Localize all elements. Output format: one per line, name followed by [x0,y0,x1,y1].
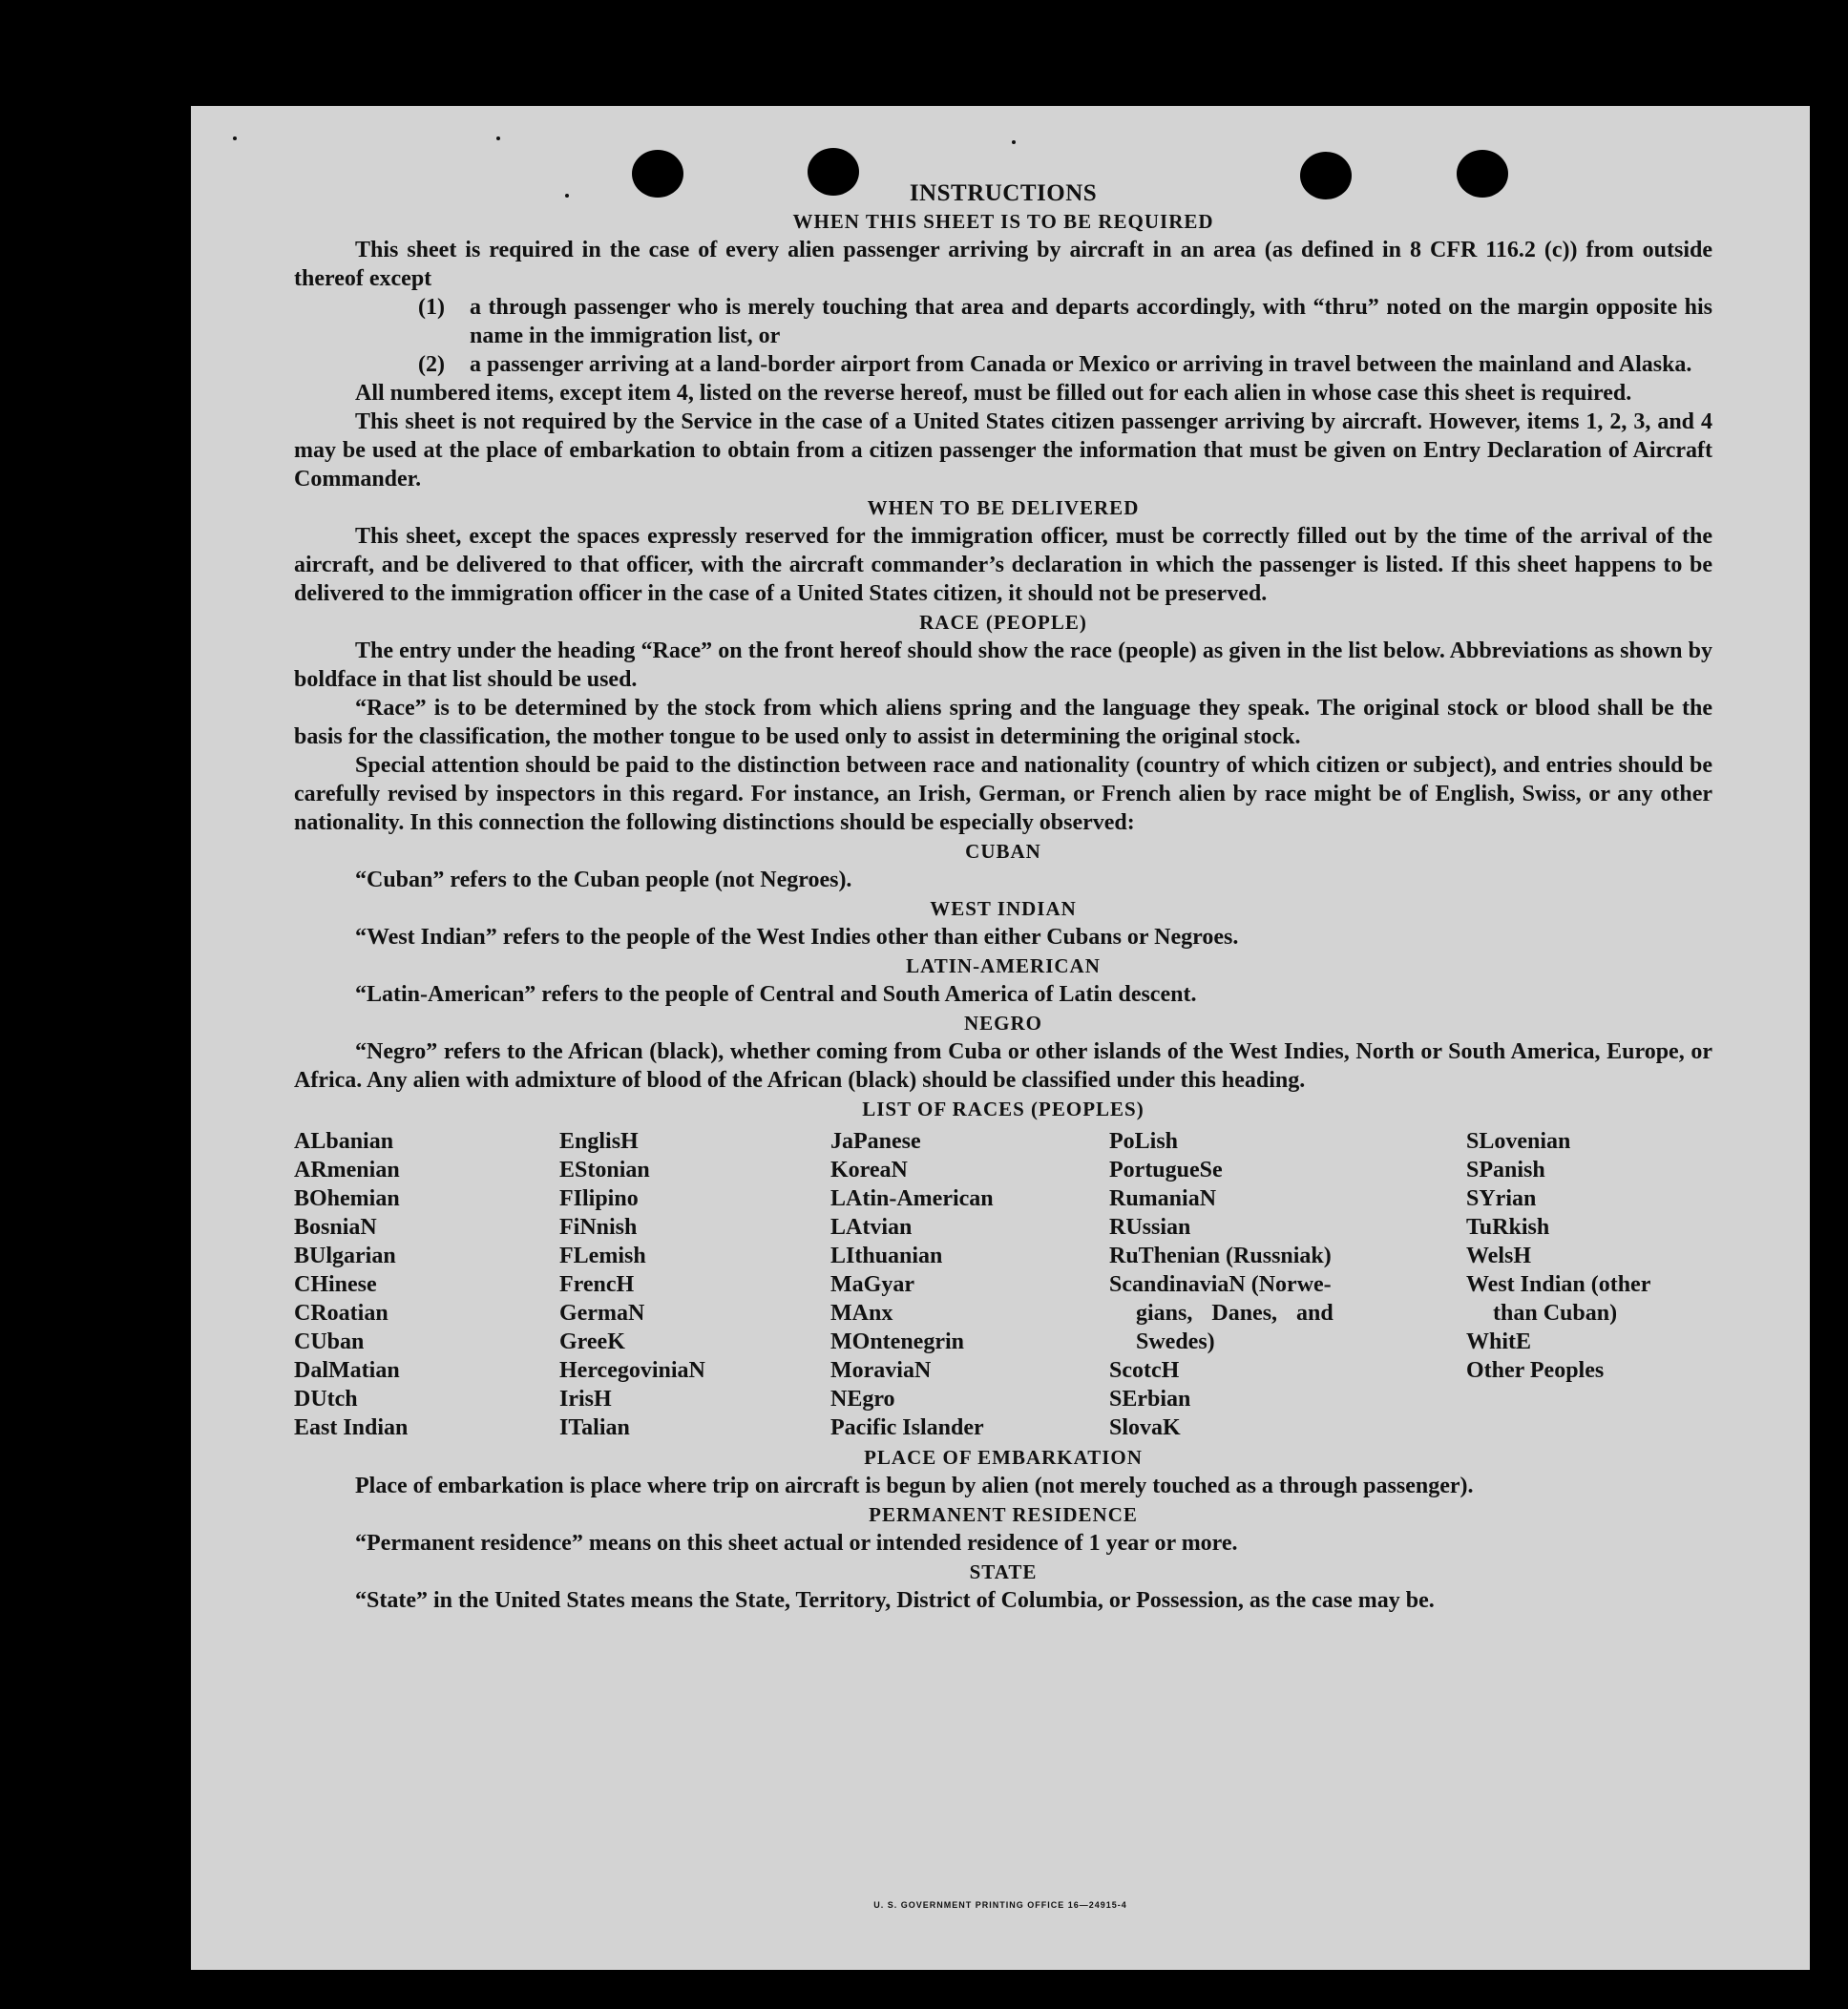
instructions-title: INSTRUCTIONS [909,180,1098,206]
races-column-1 [294,1127,559,1442]
exception-text: a through passenger who is merely touching that area and departs accordingly, with “thru” noted on the margin opposite his name in the immigration list, or [470,295,1712,348]
race-entry: HercegoviniaN [559,1358,705,1383]
race-entry: ARmenian [294,1158,400,1182]
race-entry: BUlgarian [294,1244,396,1268]
speck [233,136,237,140]
race-entry: FLemish [559,1244,646,1268]
race-entry: EStonian [559,1158,650,1182]
race-entry: IrisH [559,1387,612,1412]
list-of-races-heading: LIST OF RACES (PEOPLES) [862,1098,1144,1120]
latin-american-heading: LATIN-AMERICAN [906,954,1101,977]
race-entry: DUtch [294,1387,358,1412]
race-entry: DalMatian [294,1358,400,1383]
exception-item [294,293,1712,350]
races-column-2 [559,1127,830,1442]
race-entry: LAtin-American [830,1186,994,1211]
latin-american-text: “Latin-American” refers to the people of Central and South America of Latin descent. [355,982,1197,1007]
exception-number: (2) [418,352,445,377]
race-entry: LIthuanian [830,1244,943,1268]
races-column-3 [830,1127,1109,1442]
race-entry: ITalian [559,1415,630,1440]
race-paragraph-3: Special attention should be paid to the distinction between race and nationality (country of which citizen or subject), and entries should be carefully revised by inspectors in this regard. For instance, an Irish, German, or French alien by race might be of English, Swiss, or any other nationality. In this connection the following distinctions should be especially observed: [294,753,1712,835]
races-list [294,1127,1712,1442]
races-column-4 [1109,1127,1466,1442]
race-entry: FIlipino [559,1186,639,1211]
race-entry: MOntenegrin [830,1329,964,1354]
race-entry: FrencH [559,1272,635,1297]
race-entry: SPanish [1466,1158,1545,1182]
race-entry: RumaniaN [1109,1186,1217,1211]
race-paragraph-2: “Race” is to be determined by the stock from which aliens spring and the language they speak. The original stock or blood shall be the basis for the classification, the mother tongue to be used only to assist in determining the original stock. [294,696,1712,749]
race-entry-continued: gians, Danes, and [1136,1301,1334,1326]
race-entry: NEgro [830,1387,895,1412]
race-entry: RUssian [1109,1215,1191,1240]
cuban-heading: CUBAN [965,840,1041,863]
race-entry: GermaN [559,1301,645,1326]
race-entry-continued: than Cuban) [1493,1301,1618,1326]
race-paragraph-1: The entry under the heading “Race” on the front hereof should show the race (people) as given in the list below. Abbreviations as shown by boldface in that list should be used. [294,638,1712,692]
speck [1012,140,1016,144]
race-entry: ALbanian [294,1129,394,1154]
race-entry: West Indian (other [1466,1272,1651,1297]
race-entry: BosniaN [294,1215,377,1240]
race-entry: PoLish [1109,1129,1179,1154]
exception-number: (1) [418,295,445,320]
negro-heading: NEGRO [963,1012,1042,1035]
exception-item [294,350,1712,379]
embarkation-text: Place of embarkation is place where trip on aircraft is begun by alien (not merely touched as a through passenger). [355,1474,1474,1498]
speck [496,136,500,140]
state-heading: STATE [969,1560,1038,1583]
race-entry: RuThenian (Russniak) [1109,1244,1332,1268]
race-entry: WhitE [1466,1329,1532,1354]
race-entry: PortugueSe [1109,1158,1223,1182]
race-entry: SlovaK [1109,1415,1181,1440]
numbered-items-paragraph: All numbered items, except item 4, listed on the reverse hereof, must be filled out for each alien in whose case this sheet is required. [355,381,1632,406]
residence-text: “Permanent residence” means on this sheet actual or intended residence of 1 year or more. [355,1531,1238,1556]
race-entry: MoraviaN [830,1358,932,1383]
printing-office-footer: U. S. GOVERNMENT PRINTING OFFICE 16—24915-4 [873,1900,1127,1910]
race-entry: Pacific Islander [830,1415,984,1440]
race-entry: JaPanese [830,1129,921,1154]
race-entry: SErbian [1109,1387,1191,1412]
race-entry: MAnx [830,1301,893,1326]
race-entry: TuRkish [1466,1215,1550,1240]
race-entry: LAtvian [830,1215,913,1240]
when-delivered-heading: WHEN TO BE DELIVERED [867,496,1140,519]
when-required-heading: WHEN THIS SHEET IS TO BE REQUIRED [792,210,1214,233]
race-entry: GreeK [559,1329,625,1354]
races-column-5 [1466,1127,1712,1442]
when-required-intro: This sheet is required in the case of every alien passenger arriving by aircraft in an area (as defined in 8 CFR 116.2 (c)) from outside thereof except [294,238,1712,291]
race-entry: CHinese [294,1272,377,1297]
embarkation-heading: PLACE OF EMBARKATION [864,1446,1143,1469]
race-entry: KoreaN [830,1158,908,1182]
race-entry: MaGyar [830,1272,914,1297]
race-entry: CUban [294,1329,365,1354]
race-entry-continued: Swedes) [1136,1329,1215,1354]
race-entry: EnglisH [559,1129,639,1154]
race-entry: SLovenian [1466,1129,1571,1154]
race-entry: SYrian [1466,1186,1537,1211]
residence-heading: PERMANENT RESIDENCE [869,1503,1138,1526]
citizen-paragraph: This sheet is not required by the Service in the case of a United States citizen passenger arriving by aircraft. However, items 1, 2, 3, and 4 may be used at the place of embarkation to obtain from a citizen passenger the information that must be given on Entry Declaration of Aircraft Commander. [294,409,1712,492]
race-entry: East Indian [294,1415,409,1440]
race-entry: CRoatian [294,1301,388,1326]
cuban-text: “Cuban” refers to the Cuban people (not Negroes). [355,868,852,892]
negro-text: “Negro” refers to the African (black), whether coming from Cuba or other islands of the West Indies, North or South America, Europe, or Africa. Any alien with admixture of blood of the African (black) should be classified under this heading. [294,1039,1712,1093]
race-entry: WelsH [1466,1244,1532,1268]
west-indian-heading: WEST INDIAN [930,897,1077,920]
state-text: “State” in the United States means the State, Territory, District of Columbia, or Possession, as the case may be. [355,1588,1435,1613]
document-sheet [191,106,1810,1970]
instructions-content [294,180,1712,1615]
when-delivered-text: This sheet, except the spaces expressly reserved for the immigration officer, must be correctly filled out by the time of the arrival of the aircraft, and be delivered to that officer, with the aircraft commander’s declaration in which the passenger is listed. If this sheet happens to be delivered to the immigration officer in the case of a United States citizen, it should not be preserved. [294,524,1712,606]
race-entry: BOhemian [294,1186,400,1211]
west-indian-text: “West Indian” refers to the people of the West Indies other than either Cubans or Negroes. [355,925,1239,950]
race-entry: ScandinaviaN (Norwe- [1109,1272,1332,1297]
race-entry: FiNnish [559,1215,638,1240]
exception-text: a passenger arriving at a land-border airport from Canada or Mexico or arriving in travel between the mainland and Alaska. [470,352,1692,377]
race-entry: Other Peoples [1466,1358,1605,1383]
race-entry: ScotcH [1109,1358,1180,1383]
race-heading: RACE (PEOPLE) [919,611,1087,634]
